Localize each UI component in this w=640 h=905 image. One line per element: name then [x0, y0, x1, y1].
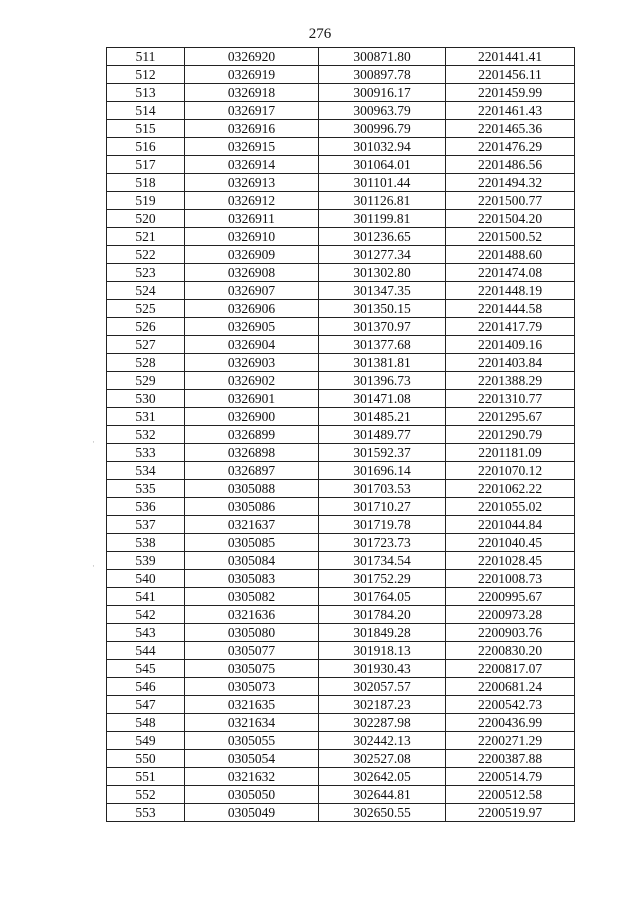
- table-row: [107, 66, 575, 84]
- x-coordinate-cell: 300897.78: [319, 66, 446, 84]
- x-coordinate-cell: 301734.54: [319, 552, 446, 570]
- point-id-cell: 0326900: [185, 408, 319, 426]
- y-coordinate-cell: 2201500.52: [446, 228, 575, 246]
- point-id-cell: 0305049: [185, 804, 319, 822]
- x-coordinate-cell: 300996.79: [319, 120, 446, 138]
- point-number-cell: 525: [107, 300, 185, 318]
- point-number-cell: 514: [107, 102, 185, 120]
- table-row: [107, 606, 575, 624]
- coordinates-table: [106, 47, 575, 822]
- x-coordinate-cell: 301723.73: [319, 534, 446, 552]
- point-number-cell: 511: [107, 48, 185, 66]
- point-number-cell: 546: [107, 678, 185, 696]
- x-coordinate-cell: 301101.44: [319, 174, 446, 192]
- point-number-cell: 523: [107, 264, 185, 282]
- table-row: [107, 426, 575, 444]
- point-id-cell: 0321637: [185, 516, 319, 534]
- y-coordinate-cell: 2200973.28: [446, 606, 575, 624]
- point-id-cell: 0326913: [185, 174, 319, 192]
- point-number-cell: 547: [107, 696, 185, 714]
- table-row: [107, 336, 575, 354]
- x-coordinate-cell: 302287.98: [319, 714, 446, 732]
- x-coordinate-cell: 301764.05: [319, 588, 446, 606]
- y-coordinate-cell: 2201028.45: [446, 552, 575, 570]
- x-coordinate-cell: 301064.01: [319, 156, 446, 174]
- coordinates-table-body: [107, 48, 575, 822]
- point-number-cell: 537: [107, 516, 185, 534]
- y-coordinate-cell: 2200271.29: [446, 732, 575, 750]
- point-id-cell: 0326906: [185, 300, 319, 318]
- y-coordinate-cell: 2201181.09: [446, 444, 575, 462]
- point-id-cell: 0305054: [185, 750, 319, 768]
- point-number-cell: 552: [107, 786, 185, 804]
- x-coordinate-cell: 300916.17: [319, 84, 446, 102]
- x-coordinate-cell: 301696.14: [319, 462, 446, 480]
- y-coordinate-cell: 2201055.02: [446, 498, 575, 516]
- table-row: [107, 210, 575, 228]
- point-id-cell: 0305050: [185, 786, 319, 804]
- y-coordinate-cell: 2201444.58: [446, 300, 575, 318]
- table-row: [107, 84, 575, 102]
- y-coordinate-cell: 2200995.67: [446, 588, 575, 606]
- point-number-cell: 550: [107, 750, 185, 768]
- y-coordinate-cell: 2201008.73: [446, 570, 575, 588]
- point-number-cell: 533: [107, 444, 185, 462]
- x-coordinate-cell: 302650.55: [319, 804, 446, 822]
- point-id-cell: 0305088: [185, 480, 319, 498]
- table-row: [107, 354, 575, 372]
- point-id-cell: 0326897: [185, 462, 319, 480]
- table-row: [107, 120, 575, 138]
- point-id-cell: 0326899: [185, 426, 319, 444]
- table-row: [107, 390, 575, 408]
- x-coordinate-cell: 301784.20: [319, 606, 446, 624]
- y-coordinate-cell: 2201461.43: [446, 102, 575, 120]
- point-id-cell: 0305073: [185, 678, 319, 696]
- point-id-cell: 0326918: [185, 84, 319, 102]
- x-coordinate-cell: 301199.81: [319, 210, 446, 228]
- table-row: [107, 516, 575, 534]
- y-coordinate-cell: 2201062.22: [446, 480, 575, 498]
- y-coordinate-cell: 2200512.58: [446, 786, 575, 804]
- point-id-cell: 0326908: [185, 264, 319, 282]
- table-row: [107, 318, 575, 336]
- x-coordinate-cell: 302442.13: [319, 732, 446, 750]
- table-row: [107, 732, 575, 750]
- point-number-cell: 534: [107, 462, 185, 480]
- point-id-cell: 0326919: [185, 66, 319, 84]
- x-coordinate-cell: 301381.81: [319, 354, 446, 372]
- table-row: [107, 138, 575, 156]
- point-id-cell: 0326914: [185, 156, 319, 174]
- table-row: [107, 264, 575, 282]
- x-coordinate-cell: 301032.94: [319, 138, 446, 156]
- point-number-cell: 539: [107, 552, 185, 570]
- y-coordinate-cell: 2201494.32: [446, 174, 575, 192]
- x-coordinate-cell: 301350.15: [319, 300, 446, 318]
- table-row: [107, 156, 575, 174]
- x-coordinate-cell: 301710.27: [319, 498, 446, 516]
- table-row: [107, 768, 575, 786]
- table-row: [107, 462, 575, 480]
- table-row: [107, 750, 575, 768]
- y-coordinate-cell: 2201456.11: [446, 66, 575, 84]
- point-id-cell: 0305085: [185, 534, 319, 552]
- y-coordinate-cell: 2200514.79: [446, 768, 575, 786]
- table-row: [107, 552, 575, 570]
- point-number-cell: 521: [107, 228, 185, 246]
- table-row: [107, 282, 575, 300]
- y-coordinate-cell: 2201500.77: [446, 192, 575, 210]
- point-id-cell: 0305083: [185, 570, 319, 588]
- point-number-cell: 543: [107, 624, 185, 642]
- y-coordinate-cell: 2201070.12: [446, 462, 575, 480]
- x-coordinate-cell: 300871.80: [319, 48, 446, 66]
- x-coordinate-cell: 301930.43: [319, 660, 446, 678]
- point-number-cell: 516: [107, 138, 185, 156]
- point-id-cell: 0326910: [185, 228, 319, 246]
- y-coordinate-cell: 2201388.29: [446, 372, 575, 390]
- y-coordinate-cell: 2201290.79: [446, 426, 575, 444]
- y-coordinate-cell: 2200436.99: [446, 714, 575, 732]
- table-row: [107, 102, 575, 120]
- y-coordinate-cell: 2200681.24: [446, 678, 575, 696]
- x-coordinate-cell: 301126.81: [319, 192, 446, 210]
- point-id-cell: 0326902: [185, 372, 319, 390]
- point-number-cell: 512: [107, 66, 185, 84]
- point-number-cell: 551: [107, 768, 185, 786]
- x-coordinate-cell: 301302.80: [319, 264, 446, 282]
- x-coordinate-cell: 301347.35: [319, 282, 446, 300]
- table-row: [107, 192, 575, 210]
- y-coordinate-cell: 2201465.36: [446, 120, 575, 138]
- table-row: [107, 48, 575, 66]
- x-coordinate-cell: 301370.97: [319, 318, 446, 336]
- scan-speck: ·: [92, 437, 95, 447]
- y-coordinate-cell: 2201295.67: [446, 408, 575, 426]
- table-row: [107, 228, 575, 246]
- table-row: [107, 678, 575, 696]
- table-row: [107, 570, 575, 588]
- point-id-cell: 0326907: [185, 282, 319, 300]
- table-row: [107, 444, 575, 462]
- y-coordinate-cell: 2201417.79: [446, 318, 575, 336]
- point-id-cell: 0321636: [185, 606, 319, 624]
- point-id-cell: 0326911: [185, 210, 319, 228]
- y-coordinate-cell: 2201486.56: [446, 156, 575, 174]
- y-coordinate-cell: 2201474.08: [446, 264, 575, 282]
- point-id-cell: 0326904: [185, 336, 319, 354]
- point-id-cell: 0305077: [185, 642, 319, 660]
- x-coordinate-cell: 302644.81: [319, 786, 446, 804]
- y-coordinate-cell: 2200817.07: [446, 660, 575, 678]
- x-coordinate-cell: 301849.28: [319, 624, 446, 642]
- table-row: [107, 246, 575, 264]
- point-id-cell: 0326916: [185, 120, 319, 138]
- y-coordinate-cell: 2201040.45: [446, 534, 575, 552]
- point-number-cell: 542: [107, 606, 185, 624]
- point-number-cell: 515: [107, 120, 185, 138]
- table-row: [107, 480, 575, 498]
- x-coordinate-cell: 301592.37: [319, 444, 446, 462]
- table-row: [107, 498, 575, 516]
- y-coordinate-cell: 2200830.20: [446, 642, 575, 660]
- point-number-cell: 540: [107, 570, 185, 588]
- y-coordinate-cell: 2200542.73: [446, 696, 575, 714]
- point-number-cell: 541: [107, 588, 185, 606]
- point-number-cell: 522: [107, 246, 185, 264]
- scan-speck: ·: [92, 561, 95, 571]
- x-coordinate-cell: 301396.73: [319, 372, 446, 390]
- table-row: [107, 660, 575, 678]
- x-coordinate-cell: 302057.57: [319, 678, 446, 696]
- y-coordinate-cell: 2201504.20: [446, 210, 575, 228]
- point-number-cell: 518: [107, 174, 185, 192]
- point-number-cell: 527: [107, 336, 185, 354]
- x-coordinate-cell: 301377.68: [319, 336, 446, 354]
- point-id-cell: 0326912: [185, 192, 319, 210]
- y-coordinate-cell: 2200387.88: [446, 750, 575, 768]
- x-coordinate-cell: 302527.08: [319, 750, 446, 768]
- point-id-cell: 0326917: [185, 102, 319, 120]
- y-coordinate-cell: 2201403.84: [446, 354, 575, 372]
- x-coordinate-cell: 301489.77: [319, 426, 446, 444]
- x-coordinate-cell: 300963.79: [319, 102, 446, 120]
- y-coordinate-cell: 2201488.60: [446, 246, 575, 264]
- point-id-cell: 0326909: [185, 246, 319, 264]
- point-number-cell: 528: [107, 354, 185, 372]
- point-number-cell: 545: [107, 660, 185, 678]
- point-number-cell: 526: [107, 318, 185, 336]
- x-coordinate-cell: 301703.53: [319, 480, 446, 498]
- point-number-cell: 536: [107, 498, 185, 516]
- y-coordinate-cell: 2200903.76: [446, 624, 575, 642]
- table-row: [107, 624, 575, 642]
- table-row: [107, 372, 575, 390]
- page-number: 276: [308, 26, 332, 42]
- point-number-cell: 530: [107, 390, 185, 408]
- point-number-cell: 529: [107, 372, 185, 390]
- y-coordinate-cell: 2200519.97: [446, 804, 575, 822]
- x-coordinate-cell: 301752.29: [319, 570, 446, 588]
- point-id-cell: 0326915: [185, 138, 319, 156]
- table-row: [107, 534, 575, 552]
- y-coordinate-cell: 2201476.29: [446, 138, 575, 156]
- point-number-cell: 544: [107, 642, 185, 660]
- y-coordinate-cell: 2201310.77: [446, 390, 575, 408]
- point-id-cell: 0326898: [185, 444, 319, 462]
- point-number-cell: 520: [107, 210, 185, 228]
- point-id-cell: 0326920: [185, 48, 319, 66]
- point-id-cell: 0305080: [185, 624, 319, 642]
- point-number-cell: 531: [107, 408, 185, 426]
- x-coordinate-cell: 301918.13: [319, 642, 446, 660]
- point-number-cell: 549: [107, 732, 185, 750]
- x-coordinate-cell: 301471.08: [319, 390, 446, 408]
- point-id-cell: 0321632: [185, 768, 319, 786]
- point-number-cell: 553: [107, 804, 185, 822]
- table-row: [107, 804, 575, 822]
- point-id-cell: 0305075: [185, 660, 319, 678]
- point-number-cell: 524: [107, 282, 185, 300]
- y-coordinate-cell: 2201441.41: [446, 48, 575, 66]
- point-number-cell: 519: [107, 192, 185, 210]
- x-coordinate-cell: 302187.23: [319, 696, 446, 714]
- table-row: [107, 300, 575, 318]
- y-coordinate-cell: 2201459.99: [446, 84, 575, 102]
- table-row: [107, 642, 575, 660]
- point-id-cell: 0305082: [185, 588, 319, 606]
- point-id-cell: 0326901: [185, 390, 319, 408]
- point-number-cell: 532: [107, 426, 185, 444]
- point-number-cell: 548: [107, 714, 185, 732]
- table-row: [107, 786, 575, 804]
- table-row: [107, 174, 575, 192]
- x-coordinate-cell: 301277.34: [319, 246, 446, 264]
- point-number-cell: 513: [107, 84, 185, 102]
- x-coordinate-cell: 301485.21: [319, 408, 446, 426]
- x-coordinate-cell: 302642.05: [319, 768, 446, 786]
- x-coordinate-cell: 301236.65: [319, 228, 446, 246]
- table-row: [107, 714, 575, 732]
- point-id-cell: 0326903: [185, 354, 319, 372]
- point-number-cell: 538: [107, 534, 185, 552]
- point-number-cell: 517: [107, 156, 185, 174]
- y-coordinate-cell: 2201409.16: [446, 336, 575, 354]
- table-row: [107, 588, 575, 606]
- point-id-cell: 0326905: [185, 318, 319, 336]
- y-coordinate-cell: 2201044.84: [446, 516, 575, 534]
- point-id-cell: 0305055: [185, 732, 319, 750]
- point-id-cell: 0305086: [185, 498, 319, 516]
- table-row: [107, 408, 575, 426]
- x-coordinate-cell: 301719.78: [319, 516, 446, 534]
- point-id-cell: 0321634: [185, 714, 319, 732]
- y-coordinate-cell: 2201448.19: [446, 282, 575, 300]
- point-number-cell: 535: [107, 480, 185, 498]
- point-id-cell: 0321635: [185, 696, 319, 714]
- point-id-cell: 0305084: [185, 552, 319, 570]
- table-row: [107, 696, 575, 714]
